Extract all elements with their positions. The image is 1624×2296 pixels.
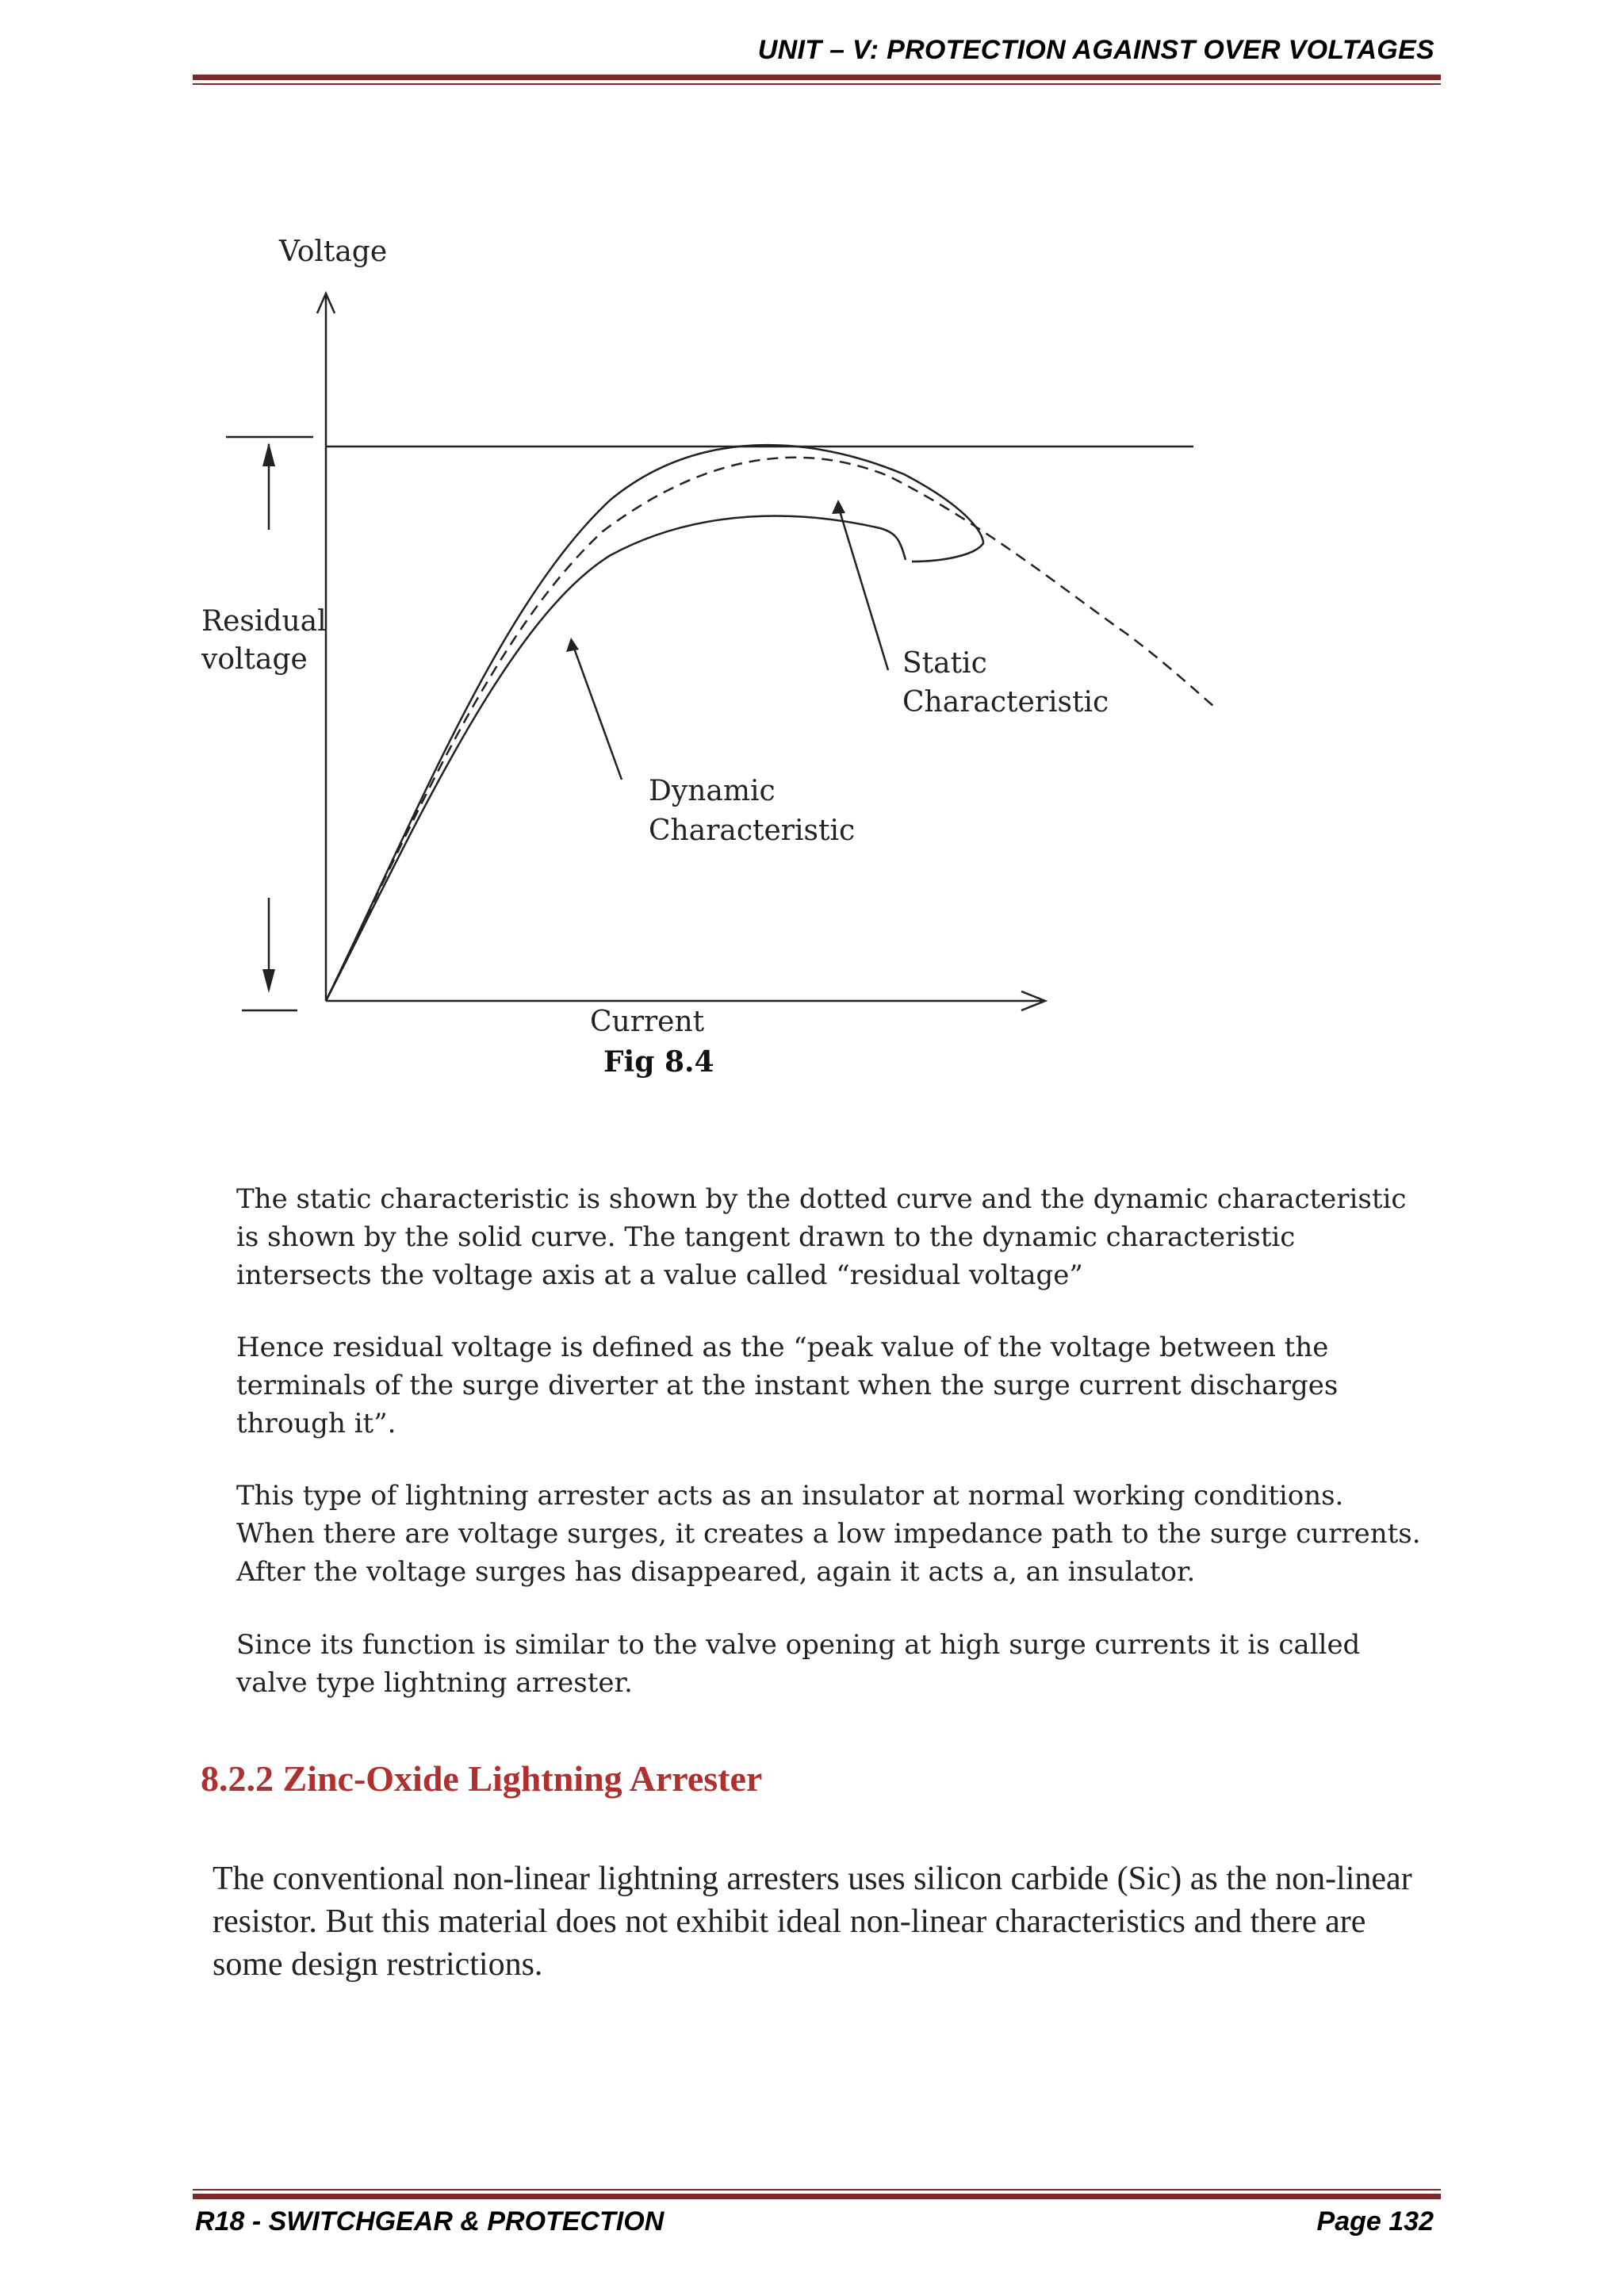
residual-down-arrowhead xyxy=(262,969,275,993)
static-label-line1: Static xyxy=(902,647,987,680)
residual-up-arrowhead xyxy=(262,443,275,466)
dynamic-characteristic-lower-curve xyxy=(326,516,906,1001)
residual-label-line1: Residual xyxy=(201,605,327,638)
section-heading: 8.2.2 Zinc-Oxide Lightning Arrester xyxy=(201,1758,763,1799)
paragraph-static-dynamic: The static characteristic is shown by the dotted curve and the dynamic characteristic is shown by the solid curve. The tangent drawn to the dynamic characteristic intersects the voltage axis at a value called “residual voltage” xyxy=(236,1183,1407,1291)
static-pointer-line xyxy=(838,506,888,670)
static-characteristic-curve xyxy=(326,458,1213,1001)
figure-caption: Fig 8.4 xyxy=(603,1045,714,1079)
figure-8-4 xyxy=(190,222,1316,1126)
paragraph-valve-type: Since its function is similar to the valve opening at high surge currents it is called valve type lightning arrester. xyxy=(236,1629,1361,1699)
static-pointer-arrowhead xyxy=(832,500,845,514)
paragraph-zinc-oxide: The conventional non-linear lightning arresters uses silicon carbide (Sic) as the non-linear resistor. But this material does not exhibit ideal non-linear characteristics and there are some design restrictions. xyxy=(213,1861,1412,1983)
x-axis-label: Current xyxy=(590,1006,705,1038)
y-axis-label: Voltage xyxy=(279,236,388,268)
footer-rule-thin xyxy=(193,2189,1441,2191)
dynamic-label-line2: Characteristic xyxy=(649,815,856,847)
paragraph-residual-definition: Hence residual voltage is defined as the “peak value of the voltage between the terminals of the surge diverter at the instant when the surge current discharges through it”. xyxy=(236,1332,1339,1439)
footer-course: R18 - SWITCHGEAR & PROTECTION xyxy=(195,2206,665,2237)
dynamic-label-line1: Dynamic xyxy=(649,775,776,807)
residual-label-line2: voltage xyxy=(201,643,308,676)
header-title: UNIT – V: PROTECTION AGAINST OVER VOLTAGES xyxy=(757,35,1434,65)
header-rule xyxy=(193,75,1441,80)
footer-page-number: Page 132 xyxy=(1316,2206,1434,2237)
footer-rule xyxy=(193,2194,1441,2199)
dynamic-pointer-arrowhead xyxy=(566,638,579,652)
paragraph-insulator: This type of lightning arrester acts as an insulator at normal working conditions. When there are voltage surges, it creates a low impedance path to the surge currents. After the voltage surges has disappeared, again it acts a, an insulator. xyxy=(236,1480,1421,1588)
characteristic-diagram xyxy=(190,222,1316,1126)
static-label-line2: Characteristic xyxy=(902,686,1109,719)
dynamic-pointer-line xyxy=(573,644,622,780)
header-rule-thin xyxy=(193,83,1441,85)
dynamic-characteristic-upper-curve xyxy=(326,445,983,1001)
